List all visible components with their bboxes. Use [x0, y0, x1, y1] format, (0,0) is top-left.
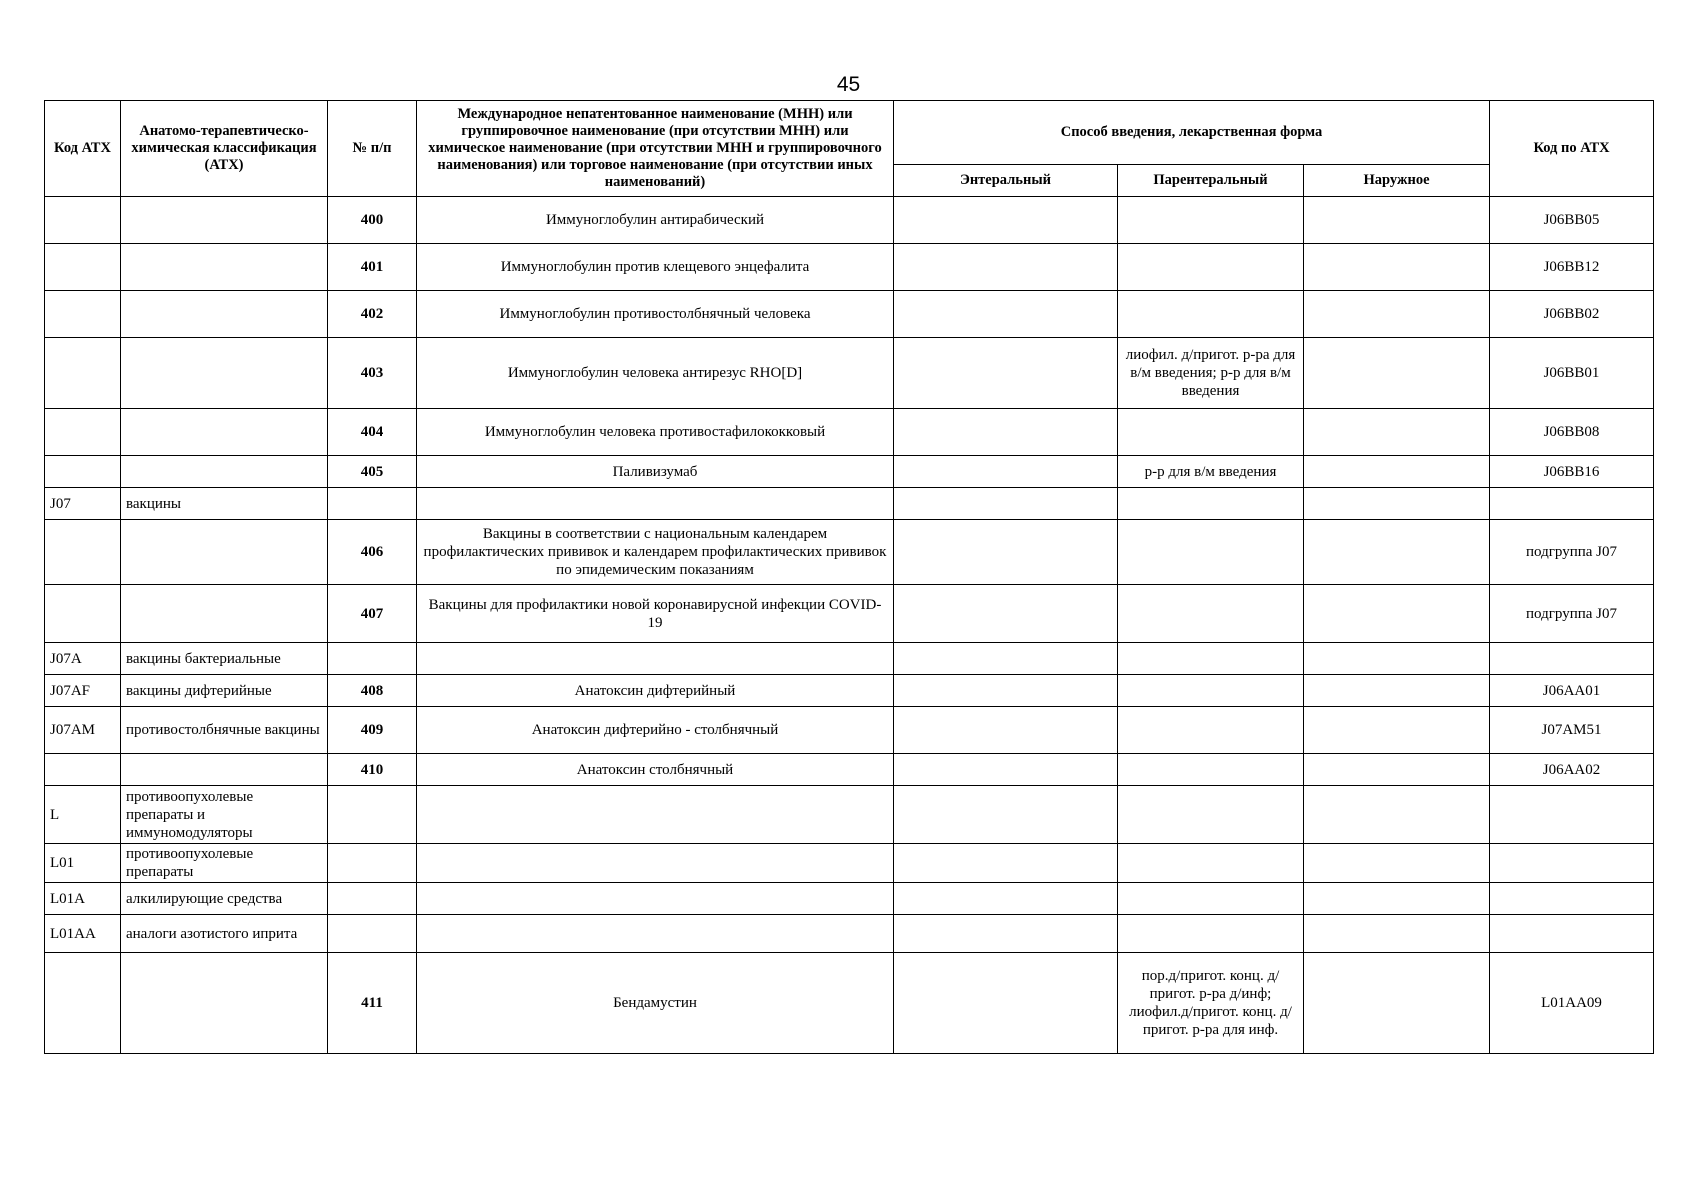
table-row [45, 915, 1654, 953]
cell-external-form [1304, 844, 1490, 883]
cell-parenteral-form [1118, 786, 1304, 844]
header-atx-classification: Анатомо-терапевтическо-химическая классификация (АТХ) [121, 101, 328, 197]
cell-item-number: 408 [328, 675, 417, 707]
cell-item-number: 403 [328, 338, 417, 409]
cell-enteral-form [894, 197, 1118, 244]
cell-external-form [1304, 883, 1490, 915]
cell-item-number [328, 488, 417, 520]
cell-enteral-form [894, 585, 1118, 643]
cell-enteral-form [894, 883, 1118, 915]
cell-item-number: 409 [328, 707, 417, 754]
cell-atx-code [1490, 844, 1654, 883]
table-row [45, 844, 1654, 883]
cell-parenteral-form [1118, 844, 1304, 883]
cell-atx-group-code: L01 [45, 844, 121, 883]
cell-external-form [1304, 244, 1490, 291]
cell-enteral-form [894, 520, 1118, 585]
table-row [45, 585, 1654, 643]
cell-external-form [1304, 197, 1490, 244]
cell-atx-group-code: L01AA [45, 915, 121, 953]
cell-drug-name: Анатоксин дифтерийно - столбнячный [417, 707, 894, 754]
header-code-atx: Код АТХ [45, 101, 121, 197]
cell-external-form [1304, 409, 1490, 456]
cell-parenteral-form [1118, 520, 1304, 585]
cell-atx-code: J06BB16 [1490, 456, 1654, 488]
cell-drug-name [417, 844, 894, 883]
cell-item-number: 410 [328, 754, 417, 786]
cell-atx-code: J06BB02 [1490, 291, 1654, 338]
cell-drug-name: Вакцины для профилактики новой коронавирусной инфекции COVID-19 [417, 585, 894, 643]
cell-external-form [1304, 786, 1490, 844]
cell-drug-name: Бендамустин [417, 953, 894, 1054]
table-row [45, 197, 1654, 244]
header-external: Наружное [1304, 165, 1490, 197]
cell-atx-code: J06BB12 [1490, 244, 1654, 291]
table-row [45, 456, 1654, 488]
table-row [45, 786, 1654, 844]
cell-atx-classification: алкилирующие средства [121, 883, 328, 915]
cell-enteral-form [894, 338, 1118, 409]
cell-drug-name [417, 786, 894, 844]
cell-item-number: 405 [328, 456, 417, 488]
cell-atx-classification [121, 338, 328, 409]
cell-item-number [328, 915, 417, 953]
cell-drug-name: Иммуноглобулин человека противостафилококковый [417, 409, 894, 456]
cell-atx-group-code [45, 291, 121, 338]
cell-drug-name [417, 488, 894, 520]
cell-item-number: 402 [328, 291, 417, 338]
cell-atx-group-code [45, 456, 121, 488]
cell-drug-name: Иммуноглобулин противостолбнячный человека [417, 291, 894, 338]
cell-atx-classification: аналоги азотистого иприта [121, 915, 328, 953]
header-parenteral: Парентеральный [1118, 165, 1304, 197]
cell-atx-group-code [45, 338, 121, 409]
cell-drug-name [417, 883, 894, 915]
cell-atx-classification: противостолбнячные вакцины [121, 707, 328, 754]
cell-enteral-form [894, 244, 1118, 291]
cell-atx-group-code [45, 754, 121, 786]
header-atx-code: Код по АТХ [1490, 101, 1654, 197]
table-row [45, 291, 1654, 338]
cell-atx-code [1490, 488, 1654, 520]
cell-atx-group-code: J07AF [45, 675, 121, 707]
cell-parenteral-form [1118, 643, 1304, 675]
cell-parenteral-form: р-р для в/м введения [1118, 456, 1304, 488]
cell-parenteral-form [1118, 754, 1304, 786]
cell-external-form [1304, 585, 1490, 643]
cell-atx-classification [121, 291, 328, 338]
cell-atx-classification [121, 754, 328, 786]
cell-atx-classification: вакцины дифтерийные [121, 675, 328, 707]
cell-external-form [1304, 754, 1490, 786]
cell-atx-code: L01AA09 [1490, 953, 1654, 1054]
cell-atx-classification: вакцины [121, 488, 328, 520]
table-row [45, 953, 1654, 1054]
cell-parenteral-form [1118, 409, 1304, 456]
cell-item-number [328, 844, 417, 883]
cell-atx-group-code: J07AM [45, 707, 121, 754]
table-row [45, 675, 1654, 707]
cell-atx-classification: противоопухолевые препараты и иммуномодуляторы [121, 786, 328, 844]
cell-atx-code: J07AM51 [1490, 707, 1654, 754]
cell-enteral-form [894, 754, 1118, 786]
cell-external-form [1304, 953, 1490, 1054]
cell-atx-code: подгруппа J07 [1490, 520, 1654, 585]
cell-parenteral-form [1118, 675, 1304, 707]
cell-external-form [1304, 291, 1490, 338]
cell-enteral-form [894, 707, 1118, 754]
cell-enteral-form [894, 675, 1118, 707]
cell-drug-name [417, 643, 894, 675]
cell-atx-classification [121, 409, 328, 456]
cell-drug-name: Паливизумаб [417, 456, 894, 488]
table-row [45, 707, 1654, 754]
cell-atx-code: J06BB05 [1490, 197, 1654, 244]
cell-atx-group-code [45, 520, 121, 585]
cell-drug-name: Иммуноглобулин антирабический [417, 197, 894, 244]
page-number: 45 [836, 73, 861, 96]
cell-drug-name: Анатоксин столбнячный [417, 754, 894, 786]
cell-atx-group-code: L01A [45, 883, 121, 915]
cell-parenteral-form [1118, 707, 1304, 754]
cell-drug-name: Анатоксин дифтерийный [417, 675, 894, 707]
cell-external-form [1304, 675, 1490, 707]
table-row [45, 520, 1654, 585]
cell-item-number: 404 [328, 409, 417, 456]
cell-enteral-form [894, 456, 1118, 488]
cell-external-form [1304, 456, 1490, 488]
cell-atx-code [1490, 786, 1654, 844]
cell-parenteral-form [1118, 585, 1304, 643]
header-drug-name: Международное непатентованное наименование (МНН) или группировочное наименование (при отсутствии МНН) или химическое наименование (при отсутствии МНН и группировочного наименования) или торговое наименование (при отсутствии иных наименований) [417, 101, 894, 197]
cell-parenteral-form [1118, 244, 1304, 291]
table-row [45, 244, 1654, 291]
cell-enteral-form [894, 488, 1118, 520]
cell-item-number: 400 [328, 197, 417, 244]
cell-enteral-form [894, 844, 1118, 883]
cell-parenteral-form: пор.д/пригот. конц. д/пригот. р-ра д/инф; лиофил.д/пригот. конц. д/пригот. р-ра для инф. [1118, 953, 1304, 1054]
cell-atx-classification: вакцины бактериальные [121, 643, 328, 675]
cell-atx-code: J06BB01 [1490, 338, 1654, 409]
header-enteral: Энтеральный [894, 165, 1118, 197]
cell-item-number: 406 [328, 520, 417, 585]
cell-external-form [1304, 707, 1490, 754]
cell-atx-code: J06BB08 [1490, 409, 1654, 456]
cell-atx-classification [121, 197, 328, 244]
cell-atx-group-code [45, 585, 121, 643]
cell-atx-classification [121, 953, 328, 1054]
cell-parenteral-form [1118, 197, 1304, 244]
cell-external-form [1304, 643, 1490, 675]
cell-enteral-form [894, 643, 1118, 675]
table-header [45, 101, 1654, 197]
table-row [45, 338, 1654, 409]
cell-item-number [328, 883, 417, 915]
cell-atx-code: подгруппа J07 [1490, 585, 1654, 643]
cell-item-number [328, 786, 417, 844]
header-item-number: № п/п [328, 101, 417, 197]
drug-registry-table [44, 100, 1654, 1054]
table-row [45, 883, 1654, 915]
cell-atx-group-code [45, 244, 121, 291]
cell-item-number: 401 [328, 244, 417, 291]
cell-atx-code: J06AA01 [1490, 675, 1654, 707]
cell-enteral-form [894, 786, 1118, 844]
cell-atx-classification: противоопухолевые препараты [121, 844, 328, 883]
cell-drug-name: Иммуноглобулин против клещевого энцефалита [417, 244, 894, 291]
cell-atx-classification [121, 520, 328, 585]
cell-drug-name: Иммуноглобулин человека антирезус RHO[D] [417, 338, 894, 409]
cell-atx-classification [121, 456, 328, 488]
cell-drug-name [417, 915, 894, 953]
cell-atx-classification [121, 585, 328, 643]
table-row [45, 488, 1654, 520]
cell-atx-code [1490, 883, 1654, 915]
cell-atx-group-code: L [45, 786, 121, 844]
header-route-of-administration: Способ введения, лекарственная форма [894, 101, 1490, 165]
cell-atx-code [1490, 915, 1654, 953]
cell-atx-group-code: J07 [45, 488, 121, 520]
cell-atx-group-code [45, 197, 121, 244]
cell-parenteral-form [1118, 488, 1304, 520]
cell-parenteral-form: лиофил. д/пригот. р-ра для в/м введения; р-р для в/м введения [1118, 338, 1304, 409]
cell-enteral-form [894, 953, 1118, 1054]
cell-drug-name: Вакцины в соответствии с национальным календарем профилактических прививок и календарем профилактических прививок по эпидемическим показаниям [417, 520, 894, 585]
cell-external-form [1304, 915, 1490, 953]
table-body [45, 197, 1654, 1054]
cell-parenteral-form [1118, 883, 1304, 915]
table-row [45, 643, 1654, 675]
cell-item-number: 407 [328, 585, 417, 643]
cell-atx-group-code: J07A [45, 643, 121, 675]
cell-parenteral-form [1118, 291, 1304, 338]
cell-external-form [1304, 488, 1490, 520]
cell-enteral-form [894, 409, 1118, 456]
cell-atx-group-code [45, 953, 121, 1054]
cell-atx-classification [121, 244, 328, 291]
cell-atx-code [1490, 643, 1654, 675]
table-row [45, 754, 1654, 786]
cell-parenteral-form [1118, 915, 1304, 953]
cell-enteral-form [894, 915, 1118, 953]
cell-item-number: 411 [328, 953, 417, 1054]
cell-atx-code: J06AA02 [1490, 754, 1654, 786]
cell-enteral-form [894, 291, 1118, 338]
cell-external-form [1304, 338, 1490, 409]
table-row [45, 409, 1654, 456]
cell-item-number [328, 643, 417, 675]
cell-external-form [1304, 520, 1490, 585]
cell-atx-group-code [45, 409, 121, 456]
